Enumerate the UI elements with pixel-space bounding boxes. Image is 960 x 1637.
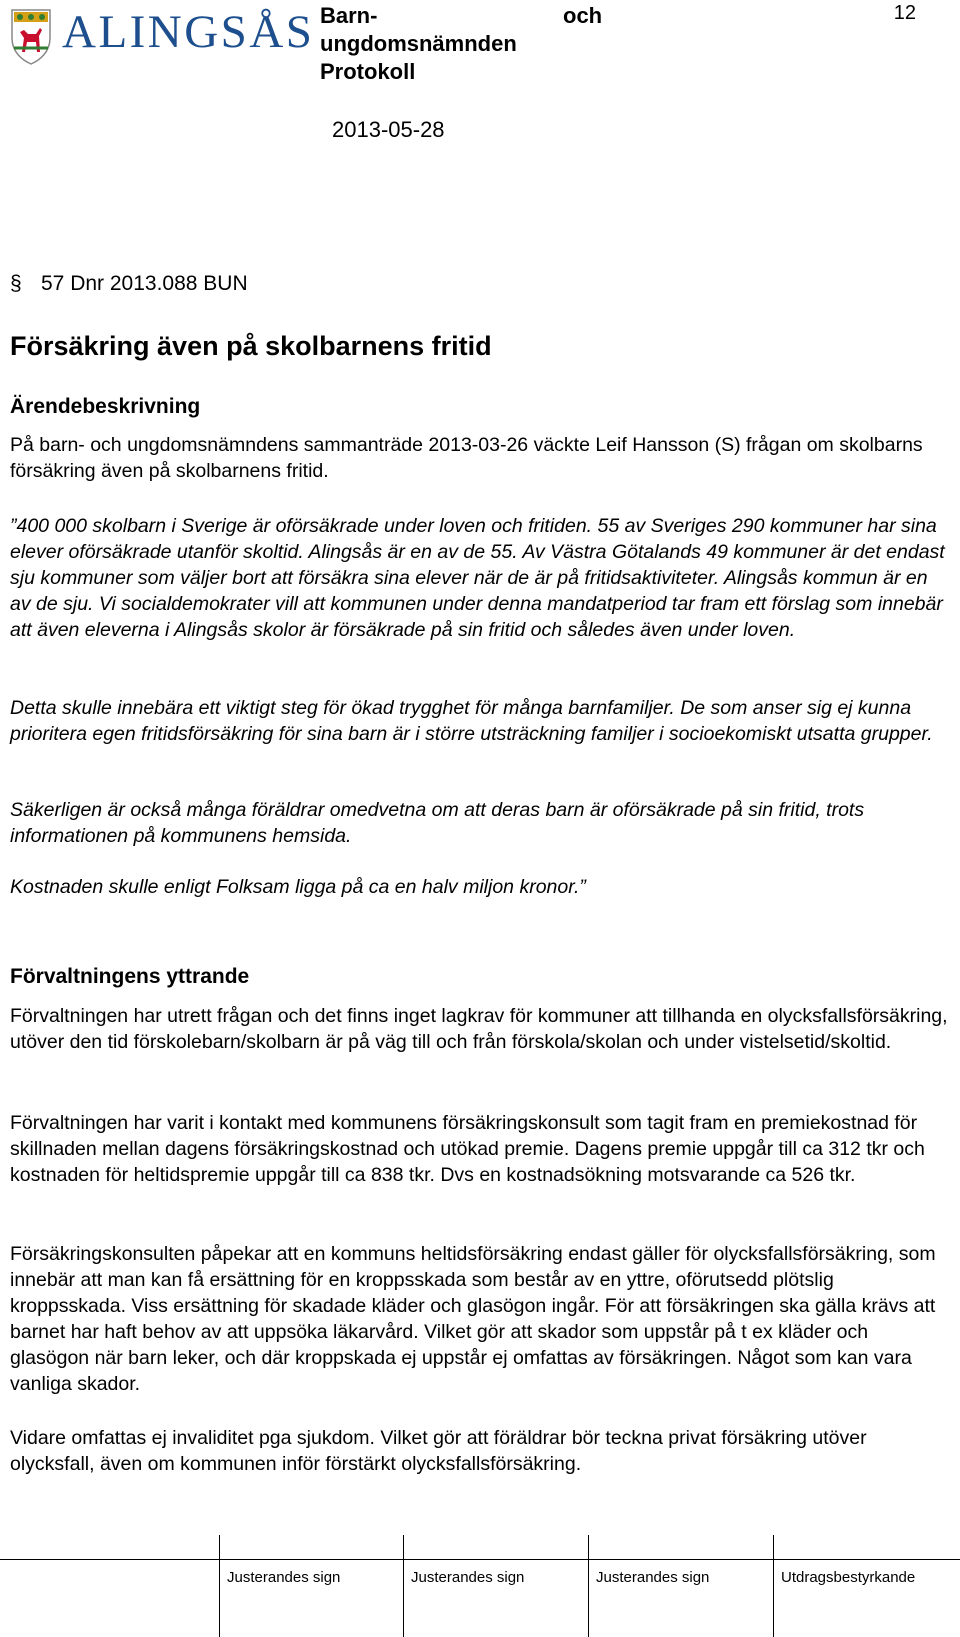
signature-field-1: Justerandes sign [227,1569,341,1586]
footer-column-divider [588,1535,589,1637]
certification-field: Utdragsbestyrkande [781,1569,916,1586]
coat-of-arms-icon [10,8,52,66]
footer-column-divider [403,1535,404,1637]
section-reference: 57 Dnr 2013.088 BUN [41,272,248,295]
footer-column-divider [773,1535,774,1637]
quote-paragraph-4: Kostnaden skulle enligt Folksam ligga på ca en halv miljon kronor.” [10,876,586,898]
page-title: Försäkring även på skolbarnens fritid [10,331,492,361]
statement-paragraph-4: Vidare omfattas ej invaliditet pga sjukdom. Vilket gör att föräldrar bör teckna privat försäkring utöver olycksfall, även om kommunen inför förstärkt olycksfallsförsäkring. [10,1427,867,1475]
header-title-line-4: Protokoll [320,59,416,84]
header-title-line-3: ungdomsnämnden [320,31,517,56]
quote-paragraph-1: ”400 000 skolbarn i Sverige är oförsäkrade under loven och fritiden. 55 av Sveriges 290 kommuner har sina elever oförsäkrade utanför skoltid. Alingsås är en av de 55. Av Västra Götalands 49 kommuner är det endast sju kommuner som väljer bort att försäkra sina elever när de är på fritidsaktiviteter. Alingsås kommun är en av de sju. Vi socialdemokrater vill att kommunen under denna mandatperiod tar fram ett förslag som innebär att även eleverna i Alingsås skolor är försäkrade på sin fritid och således även under loven. [10,515,945,641]
case-intro: På barn- och ungdomsnämndens sammanträde 2013-03-26 väckte Leif Hansson (S) frågan om skolbarns försäkring även på skolbarnens fritid. [10,434,923,482]
org-name: ALINGSÅS [62,6,315,58]
signature-field-3: Justerandes sign [596,1569,710,1586]
quote-paragraph-2: Detta skulle innebära ett viktigt steg för ökad trygghet för många barnfamiljer. De som anser sig ej kunna prioritera egen fritidsförsäkring för sina barn är i större utsträckning familjer i socioekomiskt utsatta grupper. [10,697,933,745]
statement-paragraph-3: Försäkringskonsulten påpekar att en kommuns heltidsförsäkring endast gäller för olycksfallsförsäkring, som innebär att man kan få ersättning för en kroppsskada som består av en yttre, oförutsedd plötslig kroppsskada. Viss ersättning för skadade kläder och glasögon ingår. För att försäkringen ska gälla krävs att barnet har haft behov av att uppsöka läkarvård. Vilket gör att skador som uppstår på t ex kläder och glasögon när barn leker, och där kroppskada ej uppstår ej omfattas av försäkringen. Något som kan vara vanliga skador. [10,1243,936,1395]
footer-column-divider [219,1535,220,1637]
signature-field-2: Justerandes sign [411,1569,525,1586]
header-title-line-1: Barn- [320,3,378,28]
administration-statement-heading: Förvaltningens yttrande [10,965,250,988]
header-title-line-2: och [563,3,603,28]
municipality-logo [10,4,315,70]
statement-paragraph-2: Förvaltningen har varit i kontakt med kommunens försäkringskonsult som tagit fram en premiekostnad för skillnaden mellan dagens försäkringskostnad och utökad premie. Dagens premie uppgår till ca 312 tkr och kostnaden för heltidspremie uppgår till ca 838 tkr. Dvs en kostnadsökning motsvarande ca 526 tkr. [10,1112,925,1186]
statement-paragraph-1: Förvaltningen har utrett frågan och det finns inget lagkrav för kommuner att tillhanda en olycksfallsförsäkring, utöver den tid förskolebarn/skolbarn är på väg till och från förskola/skolan och under vistelsetid/skoltid. [10,1005,948,1053]
quote-paragraph-3: Säkerligen är också många föräldrar omedvetna om att deras barn är oförsäkrade på sin fritid, trots informationen på kommunens hemsida. [10,799,865,847]
footer-divider [0,1559,960,1560]
protocol-date: 2013-05-28 [332,117,445,142]
page-number: 12 [893,2,916,24]
case-description-heading: Ärendebeskrivning [10,395,201,418]
section-symbol: § [10,272,22,295]
